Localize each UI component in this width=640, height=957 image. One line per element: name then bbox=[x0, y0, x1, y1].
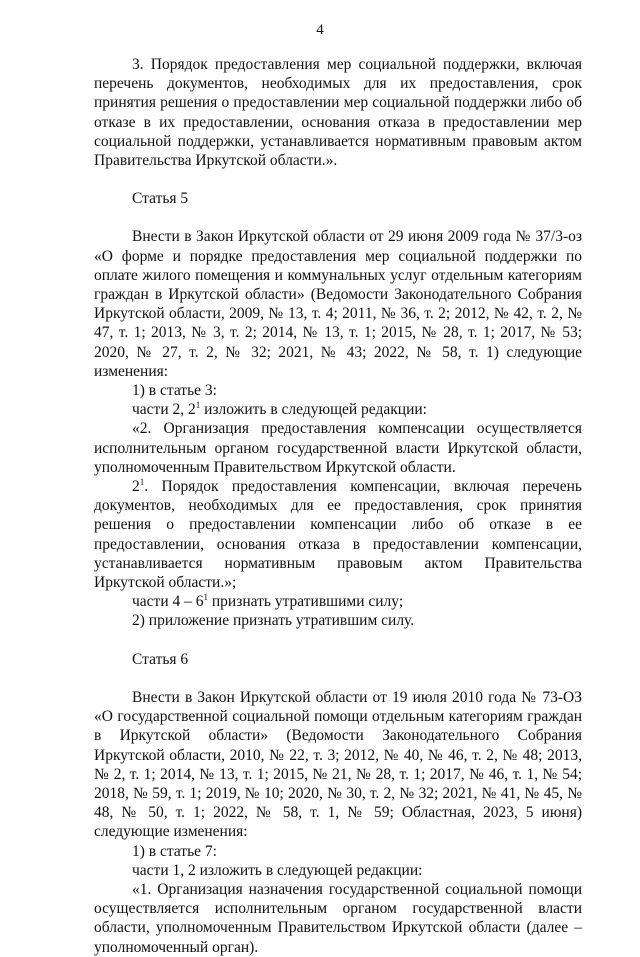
paragraph-article5-item1: 1) в статье 3: bbox=[132, 382, 217, 400]
paragraph-article5-parts-2 bbox=[94, 400, 582, 419]
paragraph-article6-parts-1-2: части 1, 2 изложить в следующей редакции: bbox=[132, 861, 423, 879]
paragraph-article6-part1-text: «1. Организация назначения государственной социальной помощи осуществляется исполнительным органом государственной власти области, уполномоченным Правительством Иркутской области (далее – уполномоченный орган). bbox=[94, 880, 582, 956]
paragraph-article6-item1: 1) в статье 7: bbox=[132, 842, 217, 860]
paragraph-article5-part2-text: «2. Организация предоставления компенсации осуществляется исполнительным органом государственной власти Иркутской области, уполномоченным Правительством Иркутской области. bbox=[94, 420, 582, 476]
superscript: 1 bbox=[203, 592, 208, 603]
superscript: 1 bbox=[139, 477, 145, 488]
text-segment: части 2, 2 bbox=[132, 401, 196, 419]
article-heading-6: Статья 6 bbox=[132, 650, 189, 668]
text-segment: изложить в следующей редакции: bbox=[200, 401, 427, 419]
text-segment: признать утратившими силу; bbox=[208, 593, 404, 611]
paragraph-article5-parts-4-6 bbox=[94, 592, 582, 611]
text-segment: 2 bbox=[132, 478, 140, 496]
superscript: 1 bbox=[195, 400, 201, 411]
paragraph-article5-part2-1-text bbox=[94, 477, 582, 592]
paragraph-article5-intro: Внести в Закон Иркутской области от 29 июня 2009 года № 37/3-оз «О форме и порядке предоставления мер социальной поддержки по оплате жилого помещения и коммунальных услуг отдельным категориям граждан в Иркутской области» (Ведомости Законодательного Собрания Иркутской области, 2009, № 13, т. 4; 2011, № 36, т. 2; 2012, № 42, т. 2, № 47, т. 1; 2013, № 3, т. 2; 2014, № 13, т. 1; 2015, № 28, т. 1; 2017, № 53; 2020, № 27, т. 2, № 32; 2021, № 43; 2022, № 58, т. 1) следующие изменения: bbox=[94, 228, 582, 380]
paragraph-article5-item2: 2) приложение признать утратившим силу. bbox=[132, 612, 415, 630]
text-segment: части 4 – 6 bbox=[132, 593, 204, 611]
text-segment: . Порядок предоставления компенсации, включая перечень документов, необходимых для ее предоставления, срок принятия решения о предоставлении компенсации либо об отказе в ее предоставлении, основания отказа в предоставлении компенсации, устанавливается нормативным правовым актом Правительства Иркутской области.»; bbox=[94, 478, 582, 592]
paragraph-article6-intro: Внести в Закон Иркутской области от 19 июля 2010 года № 73-ОЗ «О государственной социальной помощи отдельным категориям граждан в Иркутской области» (Ведомости Законодательного Собрания Иркутской области, 2010, № 22, т. 3; 2012, № 40, № 46, т. 2, № 48; 2013, № 2, т. 1; 2014, № 13, т. 1; 2015, № 21, № 28, т. 1; 2017, № 46, т. 1, № 54; 2018, № 59, т. 1; 2019, № 10; 2020, № 30, т. 2, № 32; 2021, № 41, № 45, № 48, № 50, т. 1; 2022, № 58, т. 1, № 59; Областная, 2023, 5 июня) следующие изменения: bbox=[94, 688, 582, 841]
paragraph-article4-part3: 3. Порядок предоставления мер социальной поддержки, включая перечень документов, необходимых для их предоставления, срок принятия решения о предоставлении мер социальной поддержки либо об отказе в их предоставлении, основания отказа в предоставлении мер социальной поддержки, устанавливается нормативным правовым актом Правительства Иркутской области.». bbox=[94, 56, 582, 170]
article-heading-5: Статья 5 bbox=[132, 190, 189, 208]
page-number: 4 bbox=[316, 22, 324, 38]
document-body bbox=[94, 55, 582, 957]
